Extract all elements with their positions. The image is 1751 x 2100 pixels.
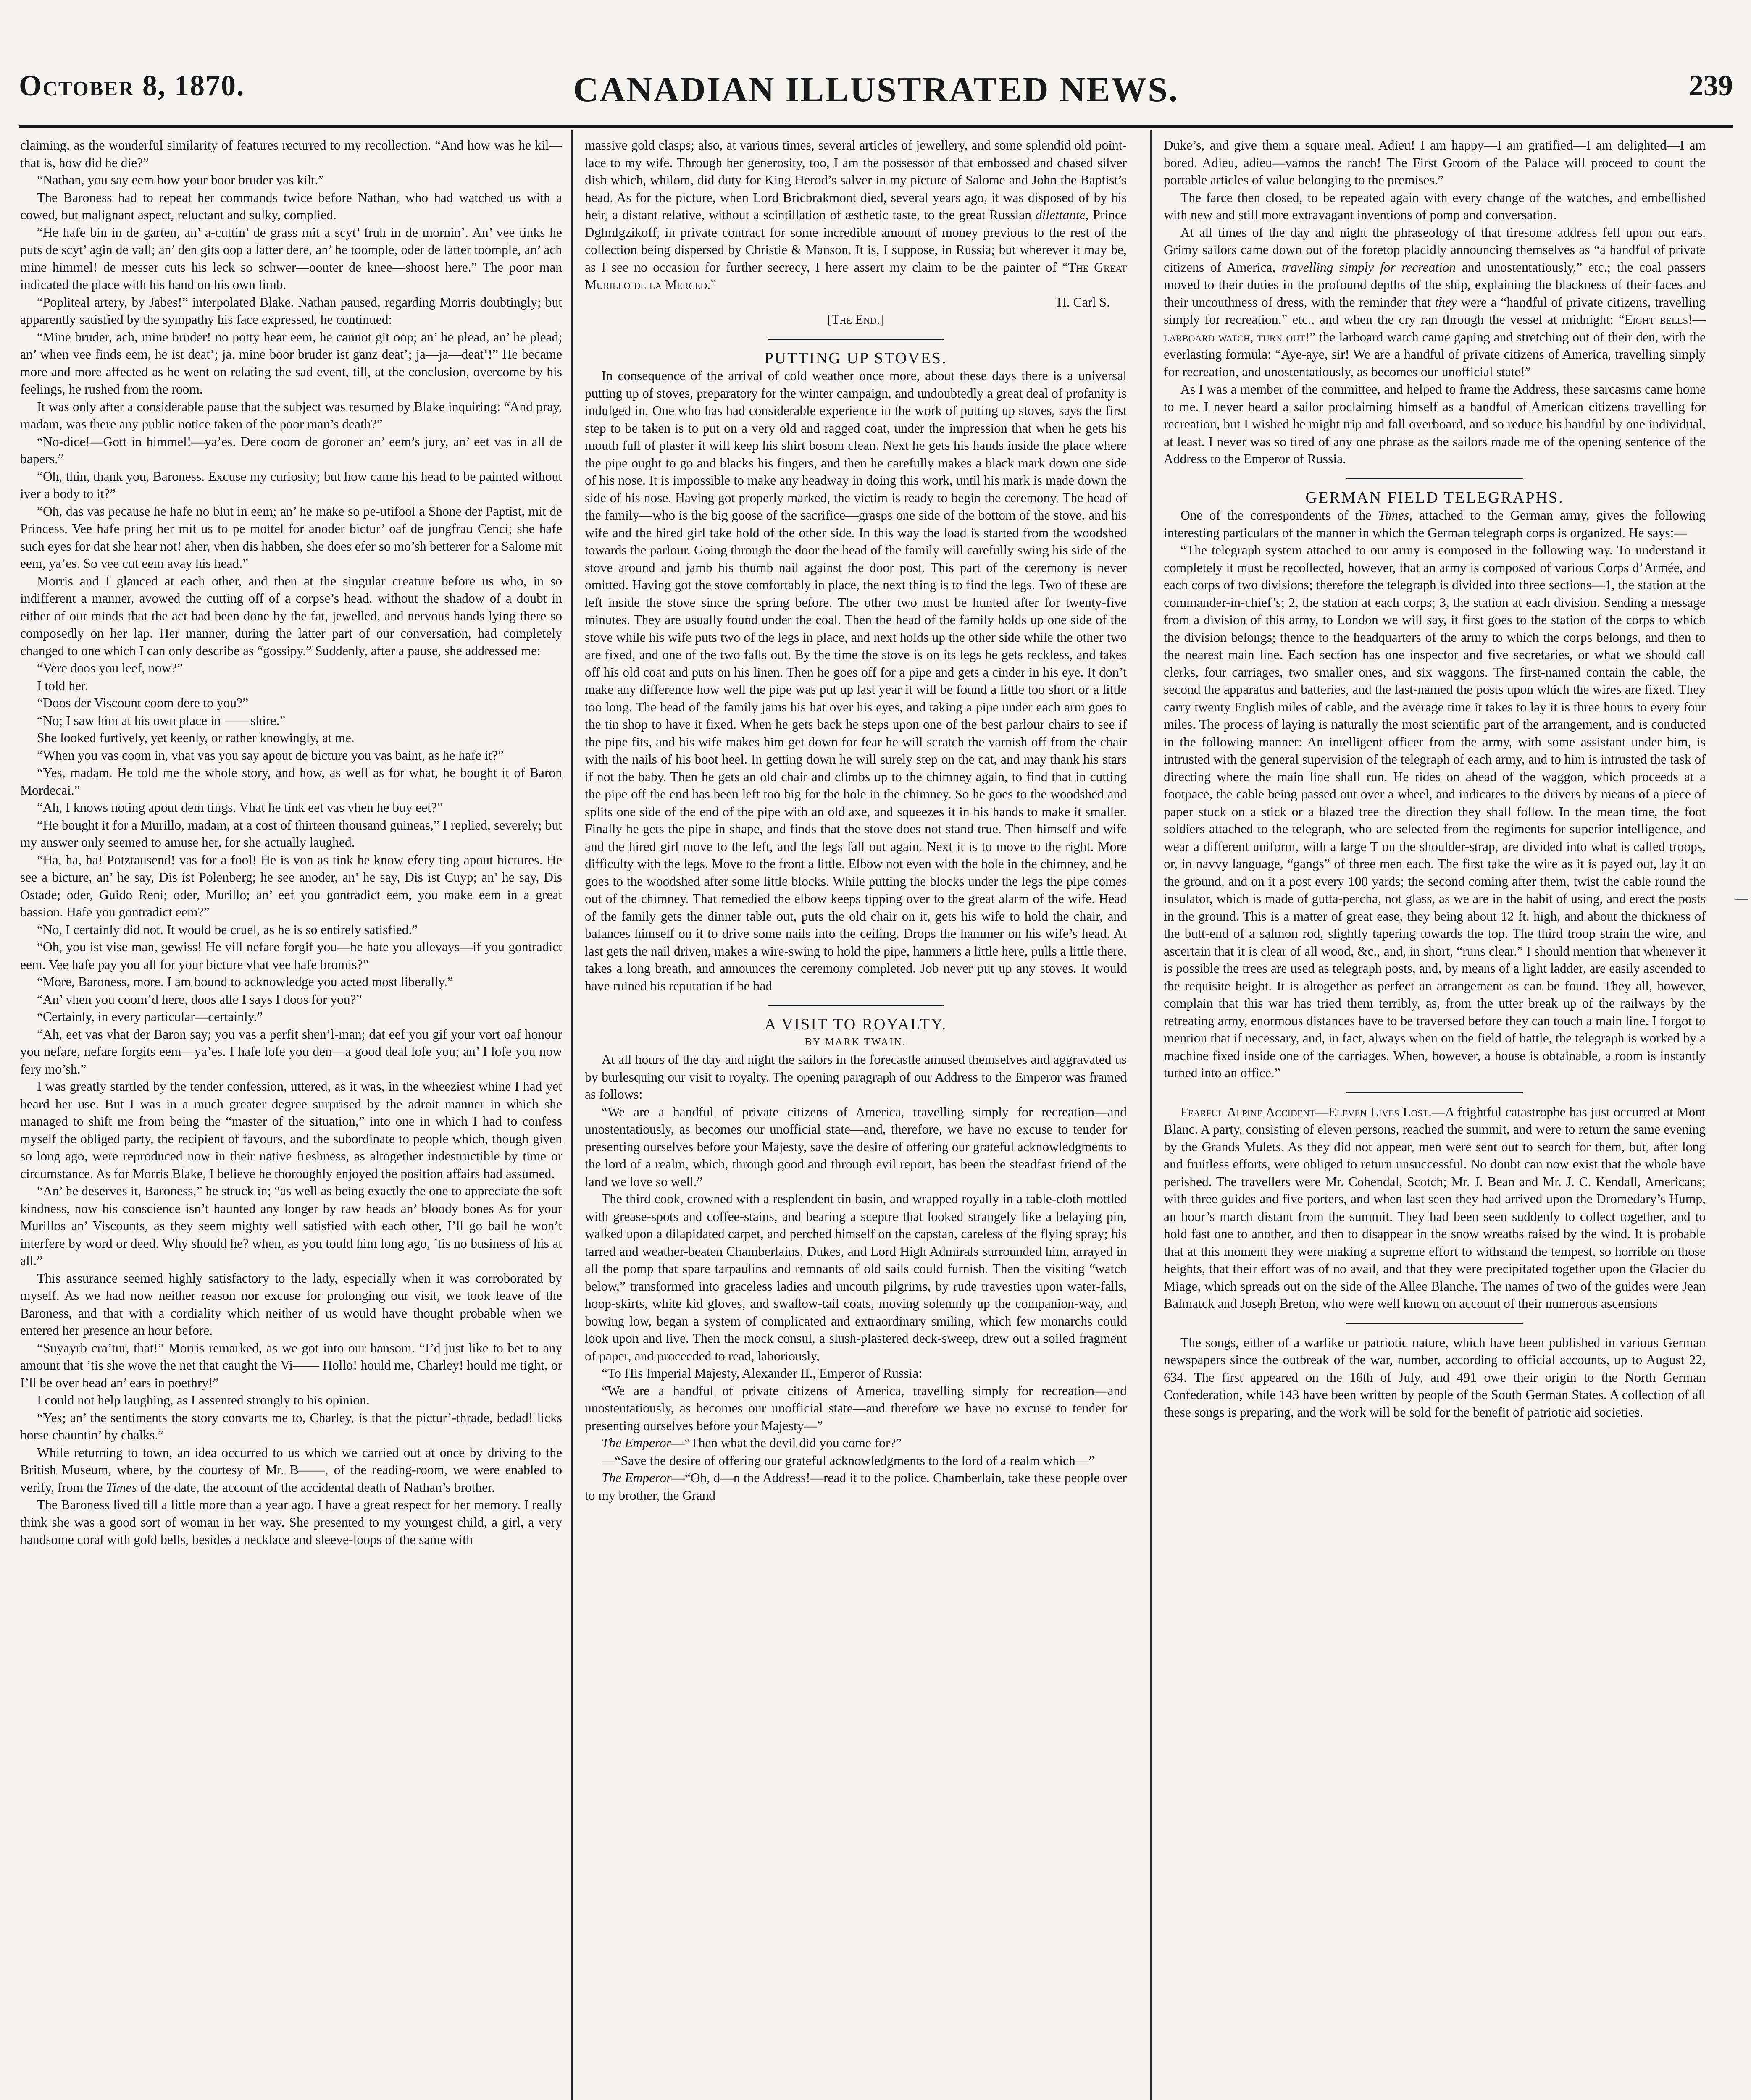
paragraph: “Doos der Viscount coom dere to you?” [37,696,249,710]
paragraph: I told her. [37,678,88,693]
paragraph: The Baroness had to repeat her commands twice before Nathan, who had watched us with a cowed, but malignant aspect, reluctant and sulky, complied. [20,190,562,222]
paragraph: —“Save the desire of offering our grateful acknowledgments to the lord of a realm which—” [602,1453,1095,1468]
paragraph: “An’ he deserves it, Baroness,” he struck in; “as well as being exactly the one to appreciate the soft kindness, now his conscience isn’t haunted any longer by raw heads an’ bloody bones As for your Murillos an’ Viscounts, as they seem mighty well satisfied with each other, I’ll go bail he won’t interfere by word or deed. Why should he? when, as you tould him long ago, ’tis no business of his at all.” [20,1184,562,1268]
article-separator [1346,478,1523,479]
paragraph: “We are a handful of private citizens of America, travelling simply for recreation—and unostentatiously, as becomes our unofficial state—and, therefore, we have no excuse to tender for presenting ourselves before your Majesty, save the desire of offering our grateful acknowledgments to the lord of a realm, which, through good and through evil report, has been the steadfast friend of the land we love so well.” [585,1104,1127,1189]
paragraph: “He hafe bin in de garten, an’ a-cuttin’ de grass mit a scyt’ fruh in de mornin’. An’ vee tinks he puts de scyt’ agin de vall; an’ den gits oop a latter dere, an’ he toomple, oder de latter toomple, an’ ach mine himmel! de messer cuts his leck so schwer—oonter de knee—shoost here.” The poor man indicated the place with his hand on his own limb. [20,225,562,292]
paragraph: The third cook, crowned with a resplendent tin basin, and wrapped royally in a table-cloth mottled with grease-spots and coffee-stains, and bearing a sceptre that looked strangely like a belaying pin, walked upon a dilapidated carpet, and perched himself on the capstan, careless of the flying spray; his tarred and weather-beaten Chamberlains, Dukes, and Lord High Admirals surrounded him, arrayed in all the pomp that spare tarpaulins and remnants of old sails could furnish. Then the visiting “watch below,” transformed into graceless ladies and uncouth pilgrims, by rude travesties upon water-falls, hoop-skirts, white kid gloves, and swallow-tail coats, moving solemnly up the companion-way, and bowing low, began a system of complicated and extraordinary smiling, which few monarchs could look upon and live. Then the mock consul, a slush-plastered deck-sweep, drew out a soiled fragment of paper, and proceeded to read, laboriously, [585,1192,1127,1363]
paragraph: The songs, either of a warlike or patriotic nature, which have been published in various German newspapers since the outbreak of the war, number, according to official accounts, up to August 22, 634. The first appeared on the 16th of July, and 491 owe their origin to the North German Confederation, while 143 have been written by people of the South German States. A collection of all these songs is preparing, and the work will be sold for the benefit of patriotic aid societies. [1164,1335,1706,1420]
paragraph: “Ah, I knows noting apout dem tings. Vhat he tink eet vas vhen he buy eet?” [37,800,443,815]
paragraph: “Popliteal artery, by Jabes!” interpolated Blake. Nathan paused, regarding Morris doubtingly; but apparently satisfied by the sympathy his face expressed, he continued: [20,294,562,327]
paragraph: The Baroness lived till a little more than a year ago. I have a great respect for her memory. I really think she was a good sort of woman in her way. She presented to my youngest child, a girl, a very handsome coral with gold bells, besides a necklace and sleeve-loops of the same with [20,1497,562,1547]
article-heading: GERMAN FIELD TELEGRAPHS. [1305,488,1564,507]
margin-mark [1735,899,1748,900]
paragraph: “When you vas coom in, vhat vas you say apout de bicture you vas baint, as he hafe it?” [37,748,504,763]
paragraph: “Mine bruder, ach, mine bruder! no potty hear eem, he cannot git oop; an’ he plead, an’ he plead; an’ when vee finds eem, he ist deat’; ja. mine boor bruder ist ganz deat’; ja—ja—deat’!” He became more and more affected as he went on relating the sad event, till, at the conclusion, overcome by his feelings, he rushed from the room. [20,329,562,396]
masthead-rule [19,125,1733,128]
author-signature: H. Carl S. [1057,294,1110,310]
paragraph: This assurance seemed highly satisfactory to the lady, especially when it was corroborated by myself. As we had now neither reason nor excuse for prolonging our visit, we took leave of the Baroness, and that with a cordiality which neither of us would have thought probable when we entered her presence an hour before. [20,1270,562,1338]
article-separator [1346,1092,1523,1093]
page-number: 239 [1689,70,1733,102]
paragraph: As I was a member of the committee, and helped to frame the Address, these sarcasms came home to me. I never heard a sailor proclaiming himself as a handful of American citizens travelling for recreation, but I wished he might trip and fall overboard, and so reduce his handful by one individual, at least. I never was so tired of any one phrase as the sailors made me of the opening sentence of the Address to the Emperor of Russia. [1164,382,1706,466]
item-title: Fearful Alpine Accident—Eleven Lives Lost. [1180,1104,1432,1119]
issue-date: October 8, 1870. [19,70,245,102]
paragraph: Morris and I glanced at each other, and then at the singular creature before us who, in so indifferent a manner, avowed the cutting off of a corpse’s head, without the shadow of a doubt in either of our minds that the act had been done by the fat, jewelled, and nervous hands lying there so composedly on her lap. Her manner, during the latter part of our conversation, had completely changed to one which I can only describe as “gossipy.” Suddenly, after a pause, she addressed me: [20,573,562,658]
paragraph: “Ha, ha, ha! Potztausend! vas for a fool! He is von as tink he know efery ting apout bictures. He see a bicture, an’ he say, Dis ist Polenberg; he see anoder, an’ he say, Dis ist Cuyp; an’ he say, Dis Ostade; oder, Guido Reni; oder, Murillo; an’ eef you gontradict eem, you make eem in a great bassion. Hafe you gontradict eem?” [20,852,562,919]
paragraph: massive gold clasps; also, at various times, several articles of jewellery, and some splendid old point-lace to my wife. Through her generosity, too, I am the possessor of that embossed and chased silver dish which, whilom, did duty for King Herod’s salver in my picture of Salome and John the Baptist’s head. As for the picture, when Lord Bricbrakmont died, several years ago, it was disposed of by his heir, a distant relative, without a scintillation of æsthetic taste, to the great Russian dilettante, Prince Dglmlgzikoff, in private contract for some incredible amount of money previous to the rest of the collection being dispersed by Christie & Manson. It is, I suppose, in Russia; but wherever it may be, as I see no occasion for further secrecy, I here assert my claim to be the painter of “The Great Murillo de la Merced.” [585,138,1127,292]
paragraph: I was greatly startled by the tender confession, uttered, as it was, in the wheeziest whine I had yet heard her use. But I was in a much greater degree surprised by the adroit manner in which she managed to shift me from being the “master of the situation,” into one in which I had to confess myself the obliged party, the recipient of favours, and the subordinate to people which, though given so long ago, were reproduced now in their native freshness, as altogether indestructible by time or circumstance. As for Morris Blake, I believe he thoroughly enjoyed the position affairs had assumed. [20,1079,562,1181]
paragraph: In consequence of the arrival of cold weather once more, about these days there is a universal putting up of stoves, preparatory for the winter campaign, and undoubtedly a great deal of profanity is indulged in. One who has had considerable experience in the work of putting up stoves, says the first step to be taken is to put on a very old and ragged coat, under the impression that when he gets his mouth full of plaster it will keep his shirt bosom clean. Next he gets his hands inside the place where the pipe ought to go and blacks his fingers, and then he carefully makes a black mark down one side of his nose. It is impossible to make any headway in doing this work, until his mark is made down the side of his nose. Having got properly marked, the victim is ready to begin the ceremony. The head of the family—who is the big goose of the sacrifice—grasps one side of the bottom of the stove, and his wife and the hired girl take hold of the other side. In this way the load is started from the woodshed towards the parlour. Going through the door the head of the family will carefully swing his side of the stove around and jamb his thumb nail against the door post. This part of the ceremony is never omitted. Having got the stove comfortably in place, the next thing is to find the legs. Two of these are left inside the stove since the spring before. The other two must be hunted after for twenty-five minutes. They are usually found under the coal. Then the head of the family holds up one side of the stove while his wife puts two of the legs in place, and next holds up the other side while the other two are fixed, and one of the two falls out. By the time the stove is on its legs he gets reckless, and takes off his old coat and puts on his linen. Then he goes off for a pipe and gets a cinder in his eye. It don’t make any difference how well the pipe was put up last year it will be found a little too short or a little too long. The head of the family jams his hat over his eyes, and taking a pipe under each arm goes to the tin shop to have it fixed. When he gets back he steps upon one of the best parlour chairs to see if the pipe fits, and his wife makes him get down for fear he will scratch the varnish off from the chair with the nails of his boot heel. In getting down he will surely step on the cat, and may thank his stars if not the baby. Then he gets an old chair and climbs up to the chimney again, to find that in cutting the pipe off the end has been left too big for the hole in the chimney. So he goes to the woodshed and splits one side of the end of the pipe with an old axe, and squeezes it in his hands to make it smaller. Finally he gets the pipe in shape, and finds that the stove does not stand true. Then himself and wife and the hired girl move to the left, and the legs fall out again. Next it is to move to the right. More difficulty with the legs. Move to the front a little. Elbow not even with the hole in the chimney, and he goes to the woodshed after some little blocks. While putting the blocks under the legs the pipe comes out of the chimney. That remedied the elbow keeps tipping over to the great alarm of the wife. Head of the family gets the dinner table out, puts the old chair on it, gets his wife to hold the chair, and balances himself on it to drive some nails into the ceiling. Drops the hammer on his wife’s head. At last gets the nail driven, makes a wire-swing to hold the pipe, hammers a little here, pulls a little there, takes a long breath, and announces the ceremony completed. Job never put up any stoves. It would have ruined his reputation if he had [585,368,1127,993]
paragraph: Fearful Alpine Accident—Eleven Lives Lost.—A frightful catastrophe has just occurred at Mont Blanc. A party, consisting of eleven persons, reached the summit, and were to return the same evening by the Grands Mulets. As they did not appear, men were sent out to search for them, but, after long and fruitless efforts, were obliged to return unsuccessful. No doubt can now exist that the whole have perished. The travellers were Mr. Cohendal, Scotch; Mr. J. Bean and Mr. J. C. Kendall, Americans; with three guides and five porters, and when last seen they had arrived upon the Dromedary’s Hump, an hour’s march distant from the summit. They had been seen suddenly to collect together, and to hold fast one to another, and then to disappear in the snow wreaths raised by the wind. It is probable that at this moment they were making a supreme effort to withstand the tempest, so horrible on those heights, that their effort was of no avail, and that they were precipitated together upon the Glacier du Miage, which spreads out on the side of the Allee Blanche. The names of two of the guides were Jean Balmatck and Joseph Breton, who were well known on account of their numerous ascensions [1164,1104,1706,1311]
paragraph: The farce then closed, to be repeated again with every change of the watches, and embellished with new and still more extravagant inventions of pomp and conversation. [1164,190,1706,222]
paragraph: “Suyayrb cra’tur, that!” Morris remarked, as we got into our hansom. “I’d just like to bet to any amount that ’tis she wove the net that caught the Vi—— Hollo! hould me, Charley! hould me tight, or I’ll be over head an’ ears in poethry!” [20,1340,562,1390]
paragraph: Duke’s, and give them a square meal. Adieu! I am happy—I am gratified—I am delighted—I am bored. Adieu, adieu—vamos the ranch! The First Groom of the Palace will proceed to count the portable articles of value belonging to the premises.” [1164,138,1706,187]
column-1 [20,136,562,2100]
column-divider [571,130,573,2100]
paragraph: “No-dice!—Gott in himmel!—ya’es. Dere coom de goroner an’ eem’s jury, an’ eet vas in all de bapers.” [20,434,562,466]
paragraph: claiming, as the wonderful similarity of features recurred to my recollection. “And how was he kil—that is, how did he die?” [20,138,562,170]
paragraph: “More, Baroness, more. I am bound to acknowledge you acted most liberally.” [37,974,453,989]
paragraph: “Oh, das vas pecause he hafe no blut in eem; an’ he make so pe-utifool a Shone der Paptist, mit de Princess. Vee hafe pring her mit us to pe mottel for anoder bictur’ oaf de jungfrau Cenci; she hafe such eyes for dat she hear not! aher, vhen dis habben, she does efer so mo’sh betterer for a Salome mit eem, ya’es. So vee cut eem avay his head.” [20,504,562,571]
masthead [19,69,1733,120]
paragraph: The Emperor—“Then what the devil did you come for?” [602,1436,902,1450]
byline: BY MARK TWAIN. [805,1036,907,1047]
article-separator [768,1005,944,1006]
paragraph: I could not help laughing, as I assented strongly to his opinion. [37,1393,370,1407]
article-separator [1346,1323,1523,1324]
paragraph: “Oh, thin, thank you, Baroness. Excuse my curiosity; but how came his head to be painted without iver a body to it?” [20,469,562,501]
paragraph: “Oh, you ist vise man, gewiss! He vill nefare forgif you—he hate you allevays—if you gontradict eem. Vee hafe pay you all for your bicture vhat vee hafe bromis?” [20,940,562,972]
article-heading: A VISIT TO ROYALTY. [764,1016,947,1033]
paragraph: The Emperor—“Oh, d—n the Address!—read it to the police. Chamberlain, take these people over to my brother, the Grand [585,1470,1127,1503]
paragraph: “No; I saw him at his own place in ——shire.” [37,713,286,728]
paragraph: “An’ vhen you coom’d here, doos alle I says I doos for you?” [37,992,362,1007]
column-3 [1164,136,1706,2100]
paragraph: “To His Imperial Majesty, Alexander II., Emperor of Russia: [602,1366,922,1381]
end-marker: [The End.] [827,312,885,327]
column-2 [585,136,1127,2100]
paragraph: “Yes, madam. He told me the whole story, and how, as well as for what, he bought it of Baron Mordecai.” [20,765,562,798]
paragraph: It was only after a considerable pause that the subject was resumed by Blake inquiring: “And pray, madam, was there any public notice taken of the poor man’s death?” [20,399,562,431]
newspaper-title: CANADIAN ILLUSTRATED NEWS. [573,70,1179,109]
column-divider [1150,130,1152,2100]
paragraph: While returning to town, an idea occurred to us which we carried out at once by driving to the British Museum, where, by the courtesy of Mr. B——, of the reading-room, we were enabled to verify, from the Times of the date, the account of the accidental death of Nathan’s brother. [20,1445,562,1495]
paragraph: “Ah, eet vas vhat der Baron say; you vas a perfit shen’l-man; dat eef you gif your vort oaf honour you nefare, nefare forgits eem—ya’es. I hafe lofe you den—a good deal lofe you; an’ I lofe you now fery mo’sh.” [20,1026,562,1076]
paragraph: At all hours of the day and night the sailors in the forecastle amused themselves and aggravated us by burlesquing our visit to royalty. The opening paragraph of our Address to the Emperor was framed as follows: [585,1052,1127,1102]
paragraph: “He bought it for a Murillo, madam, at a cost of thirteen thousand guineas,” I replied, severely; but my answer only seemed to amuse her, for she actually laughed. [20,817,562,850]
paragraph: She looked furtively, yet keenly, or rather knowingly, at me. [37,730,355,745]
paragraph: “Yes; an’ the sentiments the story convarts me to, Charley, is that the pictur’-thrade, bedad! licks horse chauntin’ by chalks.” [20,1410,562,1442]
paragraph: “Nathan, you say eem how your boor bruder vas kilt.” [37,173,324,187]
paragraph: “We are a handful of private citizens of America, travelling simply for recreation—and unostentatiously, as becomes our unofficial state—and therefore we have no excuse to tender for presenting ourselves before your Majesty—” [585,1383,1127,1433]
article-separator [768,339,944,340]
paragraph: “Certainly, in every particular—certainly.” [37,1009,263,1024]
paragraph: “No, I certainly did not. It would be cruel, as he is so entirely satisfied.” [37,922,418,937]
paragraph: At all times of the day and night the phraseology of that tiresome address fell upon our ears. Grimy sailors came down out of the foretop placidly announcing themselves as “a handful of private citizens of America, travelling simply for recreation and unostentatiously,” etc.; the coal passers moved to their duties in the profound depths of the ship, explaining the blackness of their faces and their uncouthness of dress, with the reminder that they were a “handful of private citizens, travelling simply for recreation,” etc., and when the cry ran through the vessel at midnight: “Eight bells!—larboard watch, turn out!” the larboard watch came gaping and stretching out of their den, with the everlasting formula: “Aye-aye, sir! We are a handful of private citizens of America, travelling simply for recreation, and unostentatiously, as becomes our unofficial state!” [1164,225,1706,379]
paragraph: “Vere doos you leef, now?” [37,661,183,675]
paragraph: “The telegraph system attached to our army is composed in the following way. To understand it completely it must be recollected, however, that an army is composed of various Corps d’Armée, and each corps of two divisions; therefore the telegraph is divided into three sections—1, the station at the commander-in-chief’s; 2, the station at each corps; 3, the station at each division. Sending a message from a division of this army, to London we will say, it first goes to the station of the corps to which the division belongs; thence to the headquarters of the army to which the corps belongs, and then to the nearest main line. Each section has one inspector and five secretaries, or what we should call clerks, four carriages, two smaller ones, and six waggons. The first-named contain the cable, the second the apparatus and batteries, and the last-named the posts upon which the wires are fixed. They carry twenty English miles of cable, and the average time it takes to lay it is three hours to every four miles. The process of laying is naturally the most scientific part of the arrangement, and is conducted in the following manner: An intelligent officer from the army, with some assistant under him, is intrusted with the general supervision of the telegraph of each army, and to him is intrusted the task of directing where the main line shall run. He rides on ahead of the waggon, which proceeds at a footpace, the cable being passed out over a wheel, and indicates to the drivers by means of a piece of paper stuck on a stick or a blazed tree the direction they shall follow. In the mean time, the foot soldiers attached to the telegraph, who are selected from the regiments for superior intelligence, and wear a different uniform, with a large T on the shoulder-strap, are divided into what is called troops, or, in navvy language, “gangs” of three men each. The first take the wire as it is payed out, lay it on the ground, and on it a post every 100 yards; the second coming after them, twist the cable round the insulator, which is made of gutta-percha, not glass, as we are in the habit of using, and erect the posts in the ground. This is a matter of great ease, they being about 12 ft. high, and about the thickness of the butt-end of a salmon rod, slightly tapering towards the top. The third troop strain the wire, and ascertain that it is clear of all wood, &c., and, in short, “runs clear.” I should mention that whenever it is possible the trees are used as telegraph posts, and, by means of a light ladder, are easily ascended to the requisite height. It is altogether as perfect an arrangement as can be found. They all, however, complain that this war has tried them terribly, as, from the utter break up of the railways by the retreating army, enormous distances have to be traversed before they can touch a main line. I forgot to mention that if necessary, and, in fact, always when on the field of battle, the telegraph is worked by a machine fixed inside one of the carriages. When, however, a house is obtainable, a room is instantly turned into an office.” [1164,543,1706,1080]
paragraph: One of the correspondents of the Times, attached to the German army, gives the following interesting particulars of the manner in which the German telegraph corps is organized. He says:— [1164,508,1706,540]
article-heading: PUTTING UP STOVES. [764,349,947,367]
